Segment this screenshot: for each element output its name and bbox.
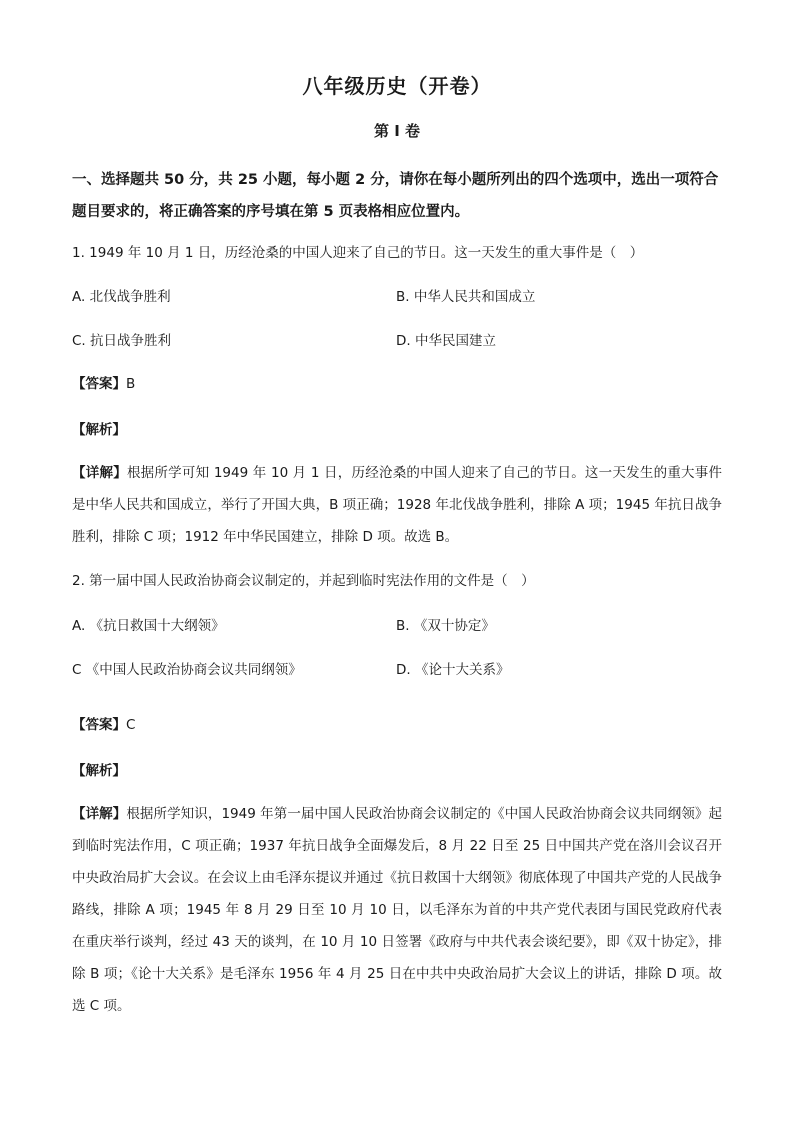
answer-label: 【答案】 [72,717,126,733]
question-2-answer [72,715,135,735]
answer-value: B [126,376,136,392]
question-1-option-c: C. 抗日战争胜利 [72,333,172,349]
question-1-answer [72,374,135,394]
analysis-label: 【解析】 [72,763,126,779]
question-1-stem: 1. 1949 年 10 月 1 日，历经沧桑的中国人迎来了自己的节日。这一天发生的重大事件是（ ） [72,245,644,261]
question-1-analysis-label [72,420,126,440]
question-2-option-d: D. 《论十大关系》 [396,662,510,678]
question-2-analysis-label [72,761,126,781]
answer-value: C [126,717,136,733]
detail-text: 根据所学可知 1949 年 10 月 1 日，历经沧桑的中国人迎来了自己的节日。这一天发生的重大事件是中华人民共和国成立，举行了开国大典，B 项正确；1928 年北伐战争胜利，排除 A 项；1945 年抗日战争胜利，排除 C 项；1912 年中华民国建立，排除 D 项。故选 B。 [72,465,723,545]
page-title: 八年级历史（开卷） [302,74,492,98]
question-2-stem: 2. 第一届中国人民政治协商会议制定的，并起到临时宪法作用的文件是（ ） [72,573,535,589]
question-1-option-a: A. 北伐战争胜利 [72,289,171,305]
question-2-option-a: A. 《抗日救国十大纲领》 [72,618,225,634]
question-1-detail [72,457,722,553]
question-2-option-b: B. 《双十协定》 [396,618,495,634]
analysis-label: 【解析】 [72,422,126,438]
detail-label: 【详解】 [72,465,127,481]
detail-text: 根据所学知识，1949 年第一届中国人民政治协商会议制定的《中国人民政治协商会议共同纲领》起到临时宪法作用，C 项正确；1937 年抗日战争全面爆发后，8 月 22 日至 25 日中国共产党在洛川会议召开中央政治局扩大会议。在会议上由毛泽东提议并通过《抗日救国十大纲领》彻底体现了中国共产党的人民战争路线，排除 A 项；1945 年 8 月 29 日至 10 月 10 日，以毛泽东为首的中共产党代表团与国民党政府代表在重庆举行谈判，经过 43 天的谈判，在 10 月 10 日签署《政府与中共代表会谈纪要》，即《双十协定》，排除 B 项；《论十大关系》是毛泽东 1956 年 4 月 25 日在中共中央政治局扩大会议上的讲话，排除 D 项。故选 C 项。 [72,806,722,1014]
section-instructions: 一、选择题共 50 分，共 25 小题，每小题 2 分，请你在每小题所列出的四个选项中，选出一项符合题目要求的，将正确答案的序号填在第 5 页表格相应位置内。 [72,172,719,220]
answer-label: 【答案】 [72,376,126,392]
question-1-option-b: B. 中华人民共和国成立 [396,289,536,305]
detail-label: 【详解】 [72,806,127,822]
section-heading: 第 I 卷 [373,122,421,140]
question-2-option-c: C 《中国人民政治协商会议共同纲领》 [72,662,302,678]
question-2-detail [72,798,722,1022]
question-1-option-d: D. 中华民国建立 [396,333,496,349]
